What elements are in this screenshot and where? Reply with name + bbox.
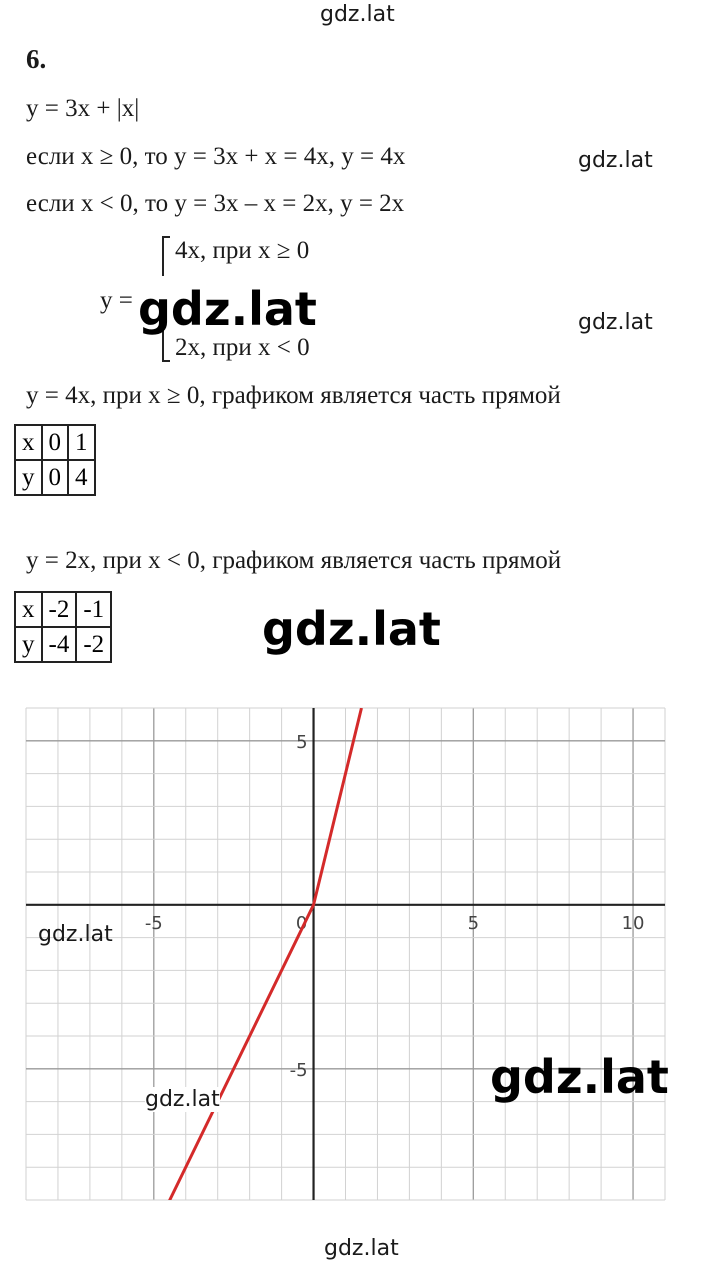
values-table-1: [14, 424, 96, 496]
table-cell: -4: [42, 627, 77, 662]
case-negative-line: если x < 0, то y = 3x – x = 2x, y = 2x: [26, 190, 405, 217]
function-graph: [0, 700, 720, 1220]
watermark-footer: gdz.lat: [324, 1236, 399, 1261]
x-tick-label: 0: [295, 912, 308, 934]
table-row-x: [15, 425, 95, 460]
table-cell: 0: [42, 425, 69, 460]
watermark-graph-bottom: gdz.lat: [145, 1087, 220, 1112]
table-row-y: [15, 460, 95, 495]
system-case-1: 4x, при x ≥ 0: [175, 237, 310, 264]
part1-text: y = 4x, при x ≥ 0, графиком является часть прямой: [26, 382, 561, 409]
watermark-big-3: gdz.lat: [490, 1050, 669, 1104]
watermark-right-2: gdz.lat: [578, 310, 653, 335]
table-cell: 4: [68, 460, 95, 495]
table-row-x: [15, 592, 111, 627]
grid: [26, 708, 665, 1200]
table-cell: y: [15, 460, 42, 495]
table-cell: y: [15, 627, 42, 662]
watermark-top: gdz.lat: [320, 2, 395, 27]
x-tick-label: 5: [467, 912, 480, 934]
watermark-big-1: gdz.lat: [138, 282, 317, 336]
table-row-y: [15, 627, 111, 662]
plot-area: [26, 708, 361, 1220]
table-cell: x: [15, 592, 42, 627]
system-case-2: 2x, при x < 0: [175, 334, 310, 361]
watermark-big-2: gdz.lat: [262, 602, 441, 656]
system-prefix: y =: [100, 287, 133, 314]
table-cell: x: [15, 425, 42, 460]
problem-number: 6.: [26, 44, 47, 74]
series-line: [26, 708, 361, 1220]
system-brace-top: [162, 236, 170, 276]
watermark-graph-left: gdz.lat: [38, 922, 113, 947]
table-cell: 1: [68, 425, 95, 460]
table-cell: -2: [42, 592, 77, 627]
y-tick-label: 5: [296, 731, 308, 753]
x-tick-label: -5: [144, 912, 163, 934]
y-tick-label: -5: [289, 1059, 308, 1081]
table-cell: -2: [76, 627, 111, 662]
equation-line: y = 3x + |x|: [26, 95, 140, 122]
part2-text: y = 2x, при x < 0, графиком является часть прямой: [26, 547, 562, 574]
case-positive-line: если x ≥ 0, то y = 3x + x = 4x, y = 4x: [26, 143, 406, 170]
x-tick-label: 10: [621, 912, 645, 934]
table-cell: -1: [76, 592, 111, 627]
values-table-2: [14, 591, 112, 663]
table-cell: 0: [42, 460, 69, 495]
watermark-right-1: gdz.lat: [578, 148, 653, 173]
